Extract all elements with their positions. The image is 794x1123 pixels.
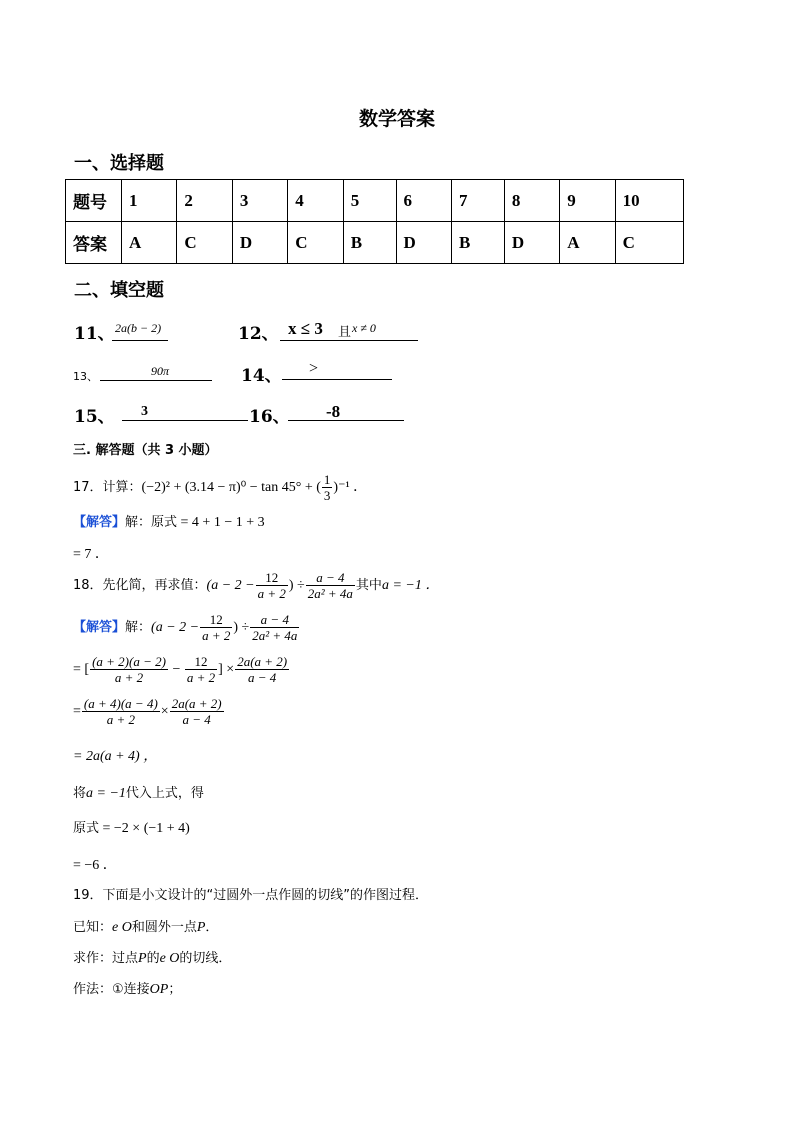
fraction-denominator: a + 2 [257, 586, 286, 601]
q18-step-text: = [73, 704, 81, 719]
fraction-denominator: a + 2 [202, 628, 231, 643]
q18-step4 [73, 782, 204, 802]
q19-text: 已知： [73, 920, 113, 935]
table-cell: D [232, 222, 287, 264]
q18-step-text: 原式 [73, 821, 100, 836]
table-header-cell: 答案 [66, 222, 122, 264]
q18-step-math: a = −1 [86, 786, 126, 801]
fraction-numerator: (a + 2)(a − 2) [92, 654, 166, 669]
fraction-denominator: 2a² + 4a [307, 586, 353, 601]
q19-text: ； [168, 982, 182, 997]
answer-tag: 【解答】 [73, 515, 126, 530]
q19-line2 [73, 916, 218, 936]
q18-prefix: 18．先化简，再求值： [73, 578, 207, 593]
fraction-denominator: a − 4 [182, 712, 211, 727]
answer-table [65, 179, 684, 264]
q19-text: 的切线． [179, 951, 232, 966]
page-title: 数学答案 [358, 108, 435, 130]
q18-step-text: × [160, 704, 169, 719]
fraction-numerator: a − 4 [306, 570, 355, 586]
q12-extra: x ≠ 0 [352, 321, 376, 335]
q18-step2 [73, 696, 225, 727]
section-heading-solve: 三. 解答题（共 3 小题） [73, 443, 218, 458]
q17-fraction [322, 472, 333, 503]
q18-fraction [200, 612, 232, 643]
q19-math: OP [149, 982, 169, 997]
q19-math: P [196, 920, 206, 935]
q18-part: (a − 2 − [206, 578, 255, 593]
q18-condition: a = −1 ． [381, 578, 440, 593]
q17-expr-end: )⁻¹ ． [333, 480, 368, 495]
q19-text: 和圆外一点 [131, 920, 197, 935]
fraction-numerator: 12 [256, 570, 288, 586]
q19-line3 [73, 947, 231, 967]
q11-label: 11、 [74, 324, 115, 344]
table-cell: 6 [396, 180, 451, 222]
table-cell: 1 [122, 180, 177, 222]
q12-answer: x ≤ 3 [288, 319, 323, 338]
fraction-denominator: a − 4 [248, 670, 277, 685]
fraction-denominator: a + 2 [114, 670, 144, 685]
q18-fraction [90, 654, 168, 685]
fraction-numerator: 12 [185, 654, 217, 670]
answer-tag: 【解答】 [73, 620, 126, 635]
q18-step-text: 代入上式，得 [125, 786, 204, 801]
q19-math: e O [112, 920, 132, 935]
fraction-denominator: 3 [323, 488, 331, 503]
fraction-numerator: 2a(a + 2) [237, 654, 288, 669]
q18-part: ) ÷ [233, 620, 250, 635]
q19-math: P [138, 951, 147, 966]
q18-fraction [185, 654, 217, 685]
q19-text: 作法：①连接 [73, 982, 150, 997]
q18-fraction [235, 654, 289, 685]
section-heading-choice: 一、选择题 [74, 153, 164, 174]
q18-step3: = 2a(a + 4) ， [73, 749, 158, 764]
q13-answer: 90π [151, 364, 170, 378]
fraction-denominator: a + 2 [186, 670, 216, 685]
q16-answer: -8 [326, 402, 341, 421]
q17-sol-prefix: 解：原式 [125, 515, 178, 530]
table-cell: 9 [560, 180, 615, 222]
table-header-cell: 题号 [66, 180, 122, 222]
table-cell: 10 [615, 180, 683, 222]
q18-step-text: = [ [73, 662, 90, 677]
table-cell: 3 [232, 180, 287, 222]
table-cell: D [396, 222, 451, 264]
q14-underline [282, 379, 392, 380]
q16-label: 16、 [249, 407, 290, 427]
q17-result: = 7 ． [73, 547, 109, 562]
q19-line4 [73, 978, 181, 998]
table-cell: A [122, 222, 177, 264]
q18-suffix: 其中 [355, 578, 382, 593]
table-cell: B [451, 222, 504, 264]
q17-solution [73, 511, 265, 531]
table-row [66, 180, 684, 222]
table-cell: 7 [451, 180, 504, 222]
table-row [66, 222, 684, 264]
table-cell: B [343, 222, 396, 264]
q11-underline [112, 340, 168, 341]
fraction-denominator: 2a² + 4a [252, 628, 298, 643]
q18-fraction [256, 570, 288, 601]
table-cell: D [504, 222, 559, 264]
q12-underline [280, 340, 418, 341]
q18-step1 [73, 654, 290, 685]
fraction-denominator: a + 2 [106, 712, 135, 727]
fraction-numerator: 2a(a + 2) [171, 696, 222, 711]
q17-sol1: = 4 + 1 − 1 + 3 [177, 515, 265, 530]
q18-question [73, 570, 439, 601]
fraction-numerator: (a + 4)(a − 4) [83, 696, 158, 711]
q13-label: 13、 [73, 370, 98, 383]
q18-result: = −6 ． [73, 858, 117, 873]
table-cell: 4 [288, 180, 343, 222]
q18-fraction [82, 696, 160, 727]
q17-question [73, 472, 367, 503]
table-cell: 8 [504, 180, 559, 222]
table-cell: C [615, 222, 683, 264]
q15-answer: 3 [141, 404, 148, 419]
table-cell: 5 [343, 180, 396, 222]
q18-fraction [250, 612, 299, 643]
q12-label: 12、 [238, 324, 279, 344]
q18-step-math: = −2 × (−1 + 4) [99, 821, 190, 836]
q18-solution-start [73, 612, 300, 643]
q18-part: (a − 2 − [151, 620, 200, 635]
q18-part: ) ÷ [288, 578, 305, 593]
q19-math: e O [159, 951, 180, 966]
q12-join: 且 [338, 325, 352, 340]
q18-fraction [170, 696, 224, 727]
table-cell: A [560, 222, 615, 264]
q13-underline [100, 380, 212, 381]
fraction-numerator: 12 [200, 612, 232, 628]
q11-answer: 2a(b − 2) [115, 321, 162, 335]
q18-step-text: ] × [218, 662, 235, 677]
q17-expr: (−2)² + (3.14 − π)⁰ − tan 45° + ( [141, 480, 321, 495]
q15-label: 15、 [74, 407, 115, 427]
q18-sol-prefix: 解： [125, 620, 152, 635]
table-cell: C [288, 222, 343, 264]
q14-label: 14、 [241, 366, 282, 386]
q18-step5 [73, 817, 190, 837]
fraction-numerator: a − 4 [250, 612, 299, 628]
section-heading-fill: 二、填空题 [74, 280, 164, 301]
q18-fraction [306, 570, 355, 601]
table-cell: C [177, 222, 232, 264]
q14-answer: > [309, 360, 319, 377]
q16-underline [288, 420, 404, 421]
fraction-numerator: 1 [323, 472, 331, 487]
q19-line1: 19．下面是小文设计的“过圆外一点作圆的切线”的作图过程． [73, 888, 429, 903]
table-cell: 2 [177, 180, 232, 222]
q19-text: 的 [146, 951, 160, 966]
q18-step-text: − [168, 662, 184, 677]
q19-text: 求作：过点 [73, 951, 139, 966]
q18-step-text: 将 [73, 786, 87, 801]
q15-underline [122, 420, 248, 421]
q19-text: ． [205, 920, 219, 935]
q17-prefix: 17．计算： [73, 480, 142, 495]
